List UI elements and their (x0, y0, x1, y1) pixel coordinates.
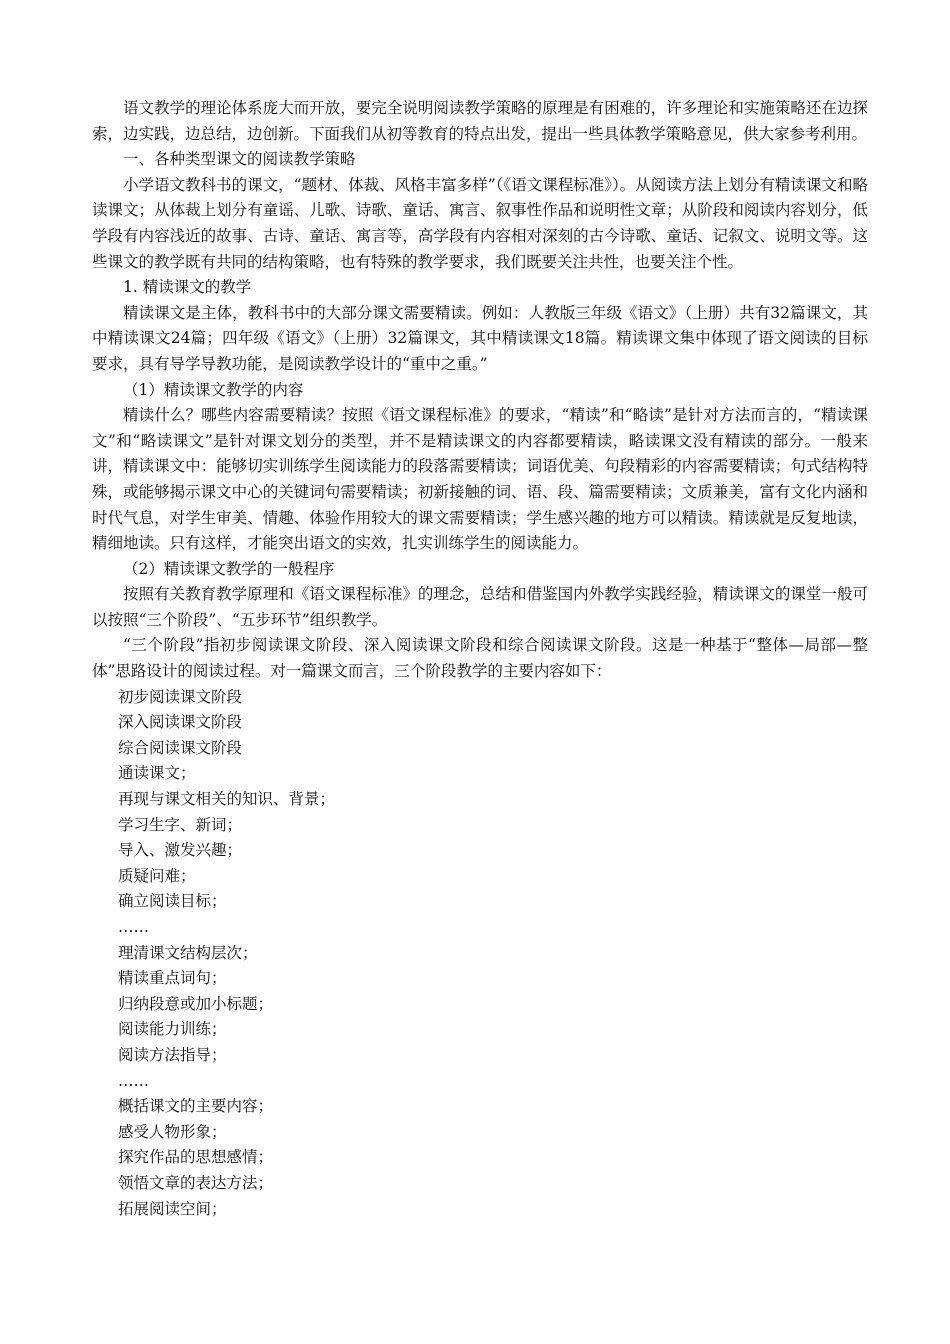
body-paragraph: 精读课文是主体，教科书中的大部分课文需要精读。例如：人教版三年级《语文》（上册）共有32篇课文，其中精读课文24篇；四年级《语文》（上册）32篇课文，其中精读课文18篇。精读课文集中体现了语文阅读的目标要求，具有导学导教功能，是阅读教学设计的“重中之重。” (92, 303, 868, 373)
section-heading: 一、各种类型课文的阅读教学策略 (123, 150, 356, 169)
list-item: 概括课文的主要内容； (118, 1097, 274, 1116)
subsection-heading: （2）精读课文教学的一般程序 (123, 559, 335, 578)
list-item: 初步阅读课文阶段 (118, 687, 243, 706)
list-item: 确立阅读目标； (118, 892, 227, 911)
list-item: 归纳段意或加小标题； (118, 994, 274, 1013)
list-item: 学习生字、新词； (118, 815, 243, 834)
body-paragraph: 按照有关教育教学原理和《语文课程标准》的理念，总结和借鉴国内外教学实践经验，精读课文的课堂一般可以按照“三个阶段”、“五步环节”组织教学。 (92, 585, 868, 629)
subsection-heading: （1）精读课文教学的内容 (123, 380, 304, 399)
list-item: 导入、激发兴趣； (118, 841, 243, 860)
list-item: 阅读方法指导； (118, 1045, 227, 1064)
list-item: 阅读能力训练； (118, 1020, 227, 1039)
list-item: 理清课文结构层次； (118, 943, 258, 962)
stage-list (92, 685, 868, 1222)
body-paragraph: 小学语文教科书的课文，“题材、体裁、风格丰富多样”（《语文课程标准》）。从阅读方法上划分有精读课文和略读课文；从体裁上划分有童谣、儿歌、诗歌、童话、寓言、叙事性作品和说明性文章；从阶段和阅读内容划分，低学段有内容浅近的故事、古诗、童话、寓言等，高学段有内容相对深刻的古今诗歌、童话、记叙文、说明文等。这些课文的教学既有共同的结构策略，也有特殊的教学要求，我们既要关注共性，也要关注个性。 (92, 175, 868, 271)
document-page (92, 96, 868, 1222)
body-paragraph: “三个阶段”指初步阅读课文阶段、深入阅读课文阶段和综合阅读课文阶段。这是一种基于“整体—局部—整体”思路设计的阅读过程。对一篇课文而言，三个阶段教学的主要内容如下： (92, 636, 868, 681)
subsection-heading: 1. 精读课文的教学 (123, 278, 252, 297)
list-item: 精读重点词句； (118, 969, 227, 988)
list-item: …… (118, 1071, 149, 1090)
list-item: 通读课文； (118, 764, 196, 783)
list-item: …… (118, 918, 149, 936)
intro-paragraph: 语文教学的理论体系庞大而开放，要完全说明阅读教学策略的原理是有困难的，许多理论和实施策略还在边探索，边实践，边总结，边创新。下面我们从初等教育的特点出发，提出一些具体教学策略意见，供大家参考利用。 (92, 99, 868, 143)
list-item: 深入阅读课文阶段 (118, 713, 243, 732)
list-item: 探究作品的思想感情； (118, 1148, 274, 1167)
list-item: 再现与课文相关的知识、背景； (118, 790, 336, 809)
list-item: 感受人物形象； (118, 1122, 227, 1141)
list-item: 拓展阅读空间； (118, 1199, 227, 1218)
list-item: 领悟文章的表达方法； (118, 1173, 274, 1192)
list-item: 质疑问难； (118, 866, 196, 885)
body-paragraph: 精读什么？哪些内容需要精读？按照《语文课程标准》的要求，“精读”和“略读”是针对方法而言的，“精读课文”和“略读课文”是针对课文划分的类型，并不是精读课文的内容都要精读，略读课文没有精读的部分。一般来讲，精读课文中：能够切实训练学生阅读能力的段落需要精读；词语优美、句段精彩的内容需要精读；句式结构特殊，或能够揭示课文中心的关键词句需要精读；初新接触的词、语、段、篇需要精读；文质兼美，富有文化内涵和时代气息，对学生审美、情趣、体验作用较大的课文需要精读；学生感兴趣的地方可以精读。精读就是反复地读，精细地读。只有这样，才能突出语文的实效，扎实训练学生的阅读能力。 (92, 406, 868, 553)
list-item: 综合阅读课文阶段 (118, 738, 243, 757)
